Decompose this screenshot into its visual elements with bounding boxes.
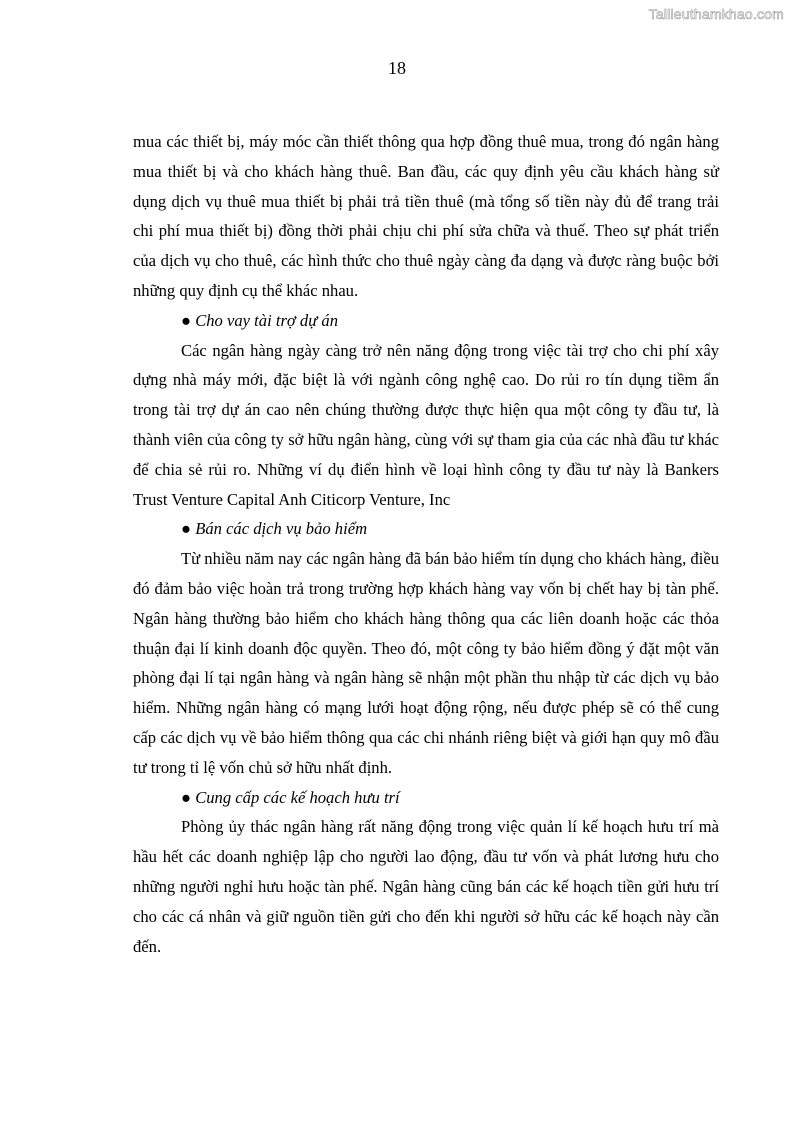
bullet-heading-text: Cho vay tài trợ dự án	[195, 310, 339, 330]
paragraph-leasing-continued: mua các thiết bị, máy móc cần thiết thông qua hợp đồng thuê mua, trong đó ngân hàng mua thiết bị và cho khách hàng thuê. Ban đầu, các quy định yêu cầu khách hàng sử dụng dịch vụ thuê mua thiết bị phải trả tiền thuê (mà tổng số tiền này đủ để trang trải chi phí mua thiết bị) đồng thời phải chịu chi phí sửa chữa và thuế. Theo sự phát triển của dịch vụ cho thuê, các hình thức cho thuê ngày càng đa dạng và được ràng buộc bởi những quy định cụ thể khác nhau.	[133, 132, 719, 300]
paragraph-insurance: Từ nhiều năm nay các ngân hàng đã bán bảo hiểm tín dụng cho khách hàng, điều đó đảm bảo việc hoàn trả trong trường hợp khách hàng vay vốn bị chết hay bị tàn phế. Ngân hàng thường bảo hiểm cho khách hàng thông qua các liên doanh hoặc các thỏa thuận đại lí kinh doanh độc quyền. Theo đó, một công ty bảo hiểm đồng ý đặt một văn phòng đại lí tại ngân hàng và ngân hàng sẽ nhận một phần thu nhập từ các dịch vụ bảo hiểm. Những ngân hàng có mạng lưới hoạt động rộng, nếu được phép sẽ có thể cung cấp các dịch vụ về bảo hiểm thông qua các chi nhánh riêng biệt và giới hạn quy mô đầu tư trong tỉ lệ vốn chủ sở hữu nhất định.	[133, 549, 719, 777]
paragraph-pension: Phòng ủy thác ngân hàng rất năng động trong việc quản lí kế hoạch hưu trí mà hầu hết các doanh nghiệp lập cho người lao động, đầu tư vốn và phát lương hưu cho những người nghỉ hưu hoặc tàn phế. Ngân hàng cũng bán các kế hoạch tiền gửi hưu trí cho các cá nhân và giữ nguồn tiền gửi cho đến khi người sở hữu các kế hoạch này cần đến.	[133, 817, 719, 956]
bullet-heading-text: Bán các dịch vụ bảo hiểm	[195, 519, 368, 539]
bullet-heading-insurance	[133, 514, 719, 544]
paragraph-project-finance: Các ngân hàng ngày càng trở nên năng động trong việc tài trợ cho chi phí xây dựng nhà máy mới, đặc biệt là với ngành công nghệ cao. Do rủi ro tín dụng tiềm ẩn trong tài trợ dự án cao nên chúng thường được thực hiện qua một công ty đầu tư, là thành viên của công ty sở hữu ngân hàng, cùng với sự tham gia của các nhà đầu tư khác để chia sẻ rủi ro. Những ví dụ điển hình về loại hình công ty đầu tư này là Bankers Trust Venture Capital Anh Citicorp Venture, Inc	[133, 340, 719, 509]
bullet-heading-text: Cung cấp các kế hoạch hưu trí	[195, 787, 400, 807]
bullet-heading-pension	[133, 783, 719, 813]
bullet-heading-project-finance	[133, 306, 719, 336]
bullet-icon: ●	[181, 310, 192, 330]
bullet-icon: ●	[181, 787, 192, 807]
bullet-icon: ●	[181, 519, 192, 539]
document-body	[133, 127, 719, 961]
page-number: 18	[388, 58, 406, 78]
watermark: Tailieuthamkhao.com	[648, 6, 784, 22]
